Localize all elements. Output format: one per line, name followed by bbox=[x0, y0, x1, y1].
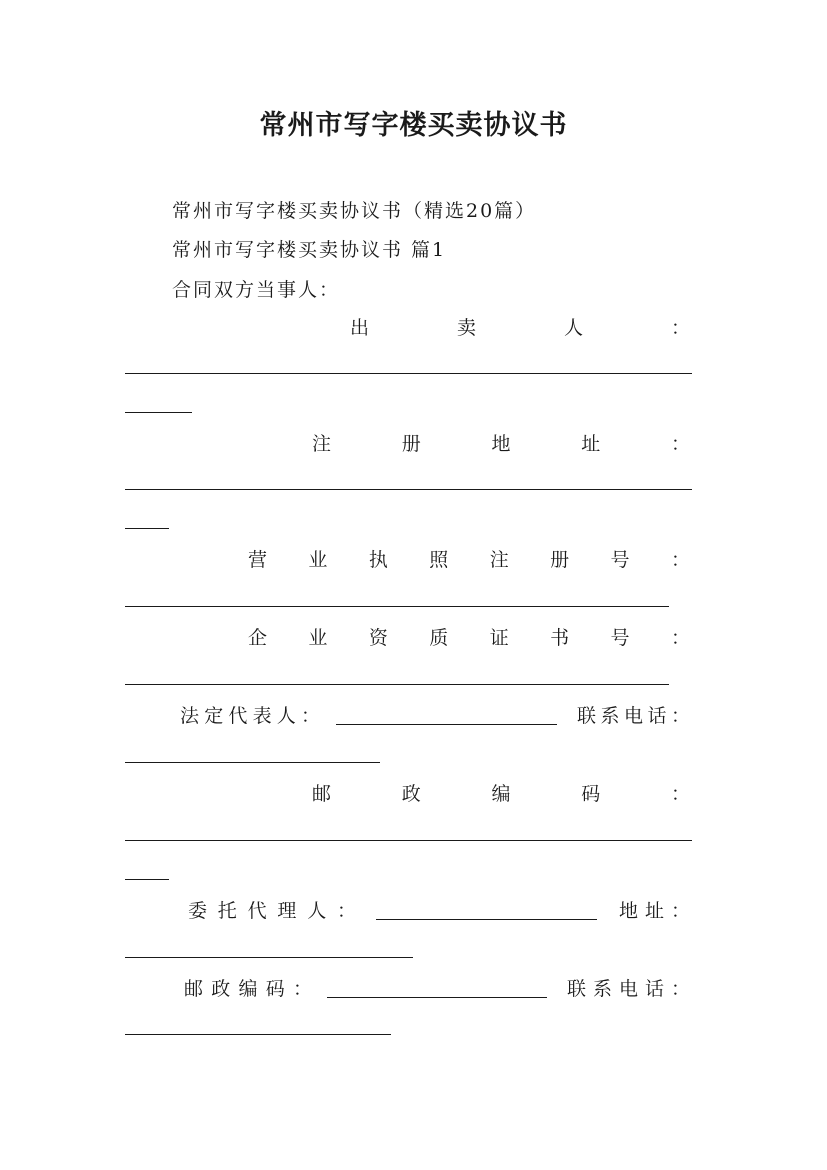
label-char: 政 bbox=[211, 978, 231, 1000]
contact-phone-2-blank-line[interactable] bbox=[125, 1034, 391, 1035]
contact-phone-label bbox=[577, 704, 690, 728]
label-char: 册 bbox=[401, 433, 421, 455]
qualification-cert-label bbox=[248, 626, 690, 650]
label-char: 联 bbox=[577, 705, 597, 727]
qualification-cert-blank-line[interactable] bbox=[125, 684, 669, 685]
intro-line: 常州市写字楼买卖协议书（精选20篇） bbox=[172, 200, 537, 222]
label-char: 邮 bbox=[184, 978, 204, 1000]
label-char: 册 bbox=[550, 549, 570, 571]
label-char: 委 bbox=[188, 900, 208, 922]
label-char: 号 bbox=[610, 549, 630, 571]
label-char: 资 bbox=[368, 627, 388, 649]
postal-code-blank-line[interactable] bbox=[125, 840, 692, 841]
label-char: 号 bbox=[610, 627, 630, 649]
parties-label: 合同双方当事人： bbox=[172, 279, 341, 301]
label-char: 话 bbox=[647, 705, 667, 727]
seller-blank-line[interactable] bbox=[125, 373, 692, 374]
agent-label bbox=[188, 899, 356, 923]
label-char: 法 bbox=[180, 705, 200, 727]
label-char: 执 bbox=[368, 549, 388, 571]
legal-rep-label bbox=[180, 704, 320, 728]
label-char: 联 bbox=[567, 978, 587, 1000]
label-char: 业 bbox=[308, 627, 328, 649]
label-char: 系 bbox=[592, 978, 612, 1000]
postal-code-label bbox=[312, 782, 690, 806]
label-char: 证 bbox=[489, 627, 509, 649]
business-license-label bbox=[248, 548, 690, 572]
label-char: 电 bbox=[623, 705, 643, 727]
label-char: 系 bbox=[600, 705, 620, 727]
label-colon: ： bbox=[670, 705, 690, 727]
label-char: 邮 bbox=[312, 783, 332, 805]
label-char: 码 bbox=[265, 978, 285, 1000]
label-char: 营 bbox=[248, 549, 268, 571]
address-label bbox=[619, 899, 690, 923]
label-colon: ： bbox=[292, 978, 312, 1000]
label-char: 业 bbox=[308, 549, 328, 571]
label-char: 理 bbox=[277, 900, 297, 922]
label-char: 照 bbox=[429, 549, 449, 571]
seller-label bbox=[350, 316, 690, 340]
postal-code-2-label bbox=[184, 977, 312, 1001]
postal-code-blank-line-cont[interactable] bbox=[125, 879, 169, 880]
registered-address-label bbox=[312, 432, 690, 456]
contact-phone-2-label bbox=[567, 977, 690, 1001]
label-char: 码 bbox=[581, 783, 601, 805]
seller-blank-line-cont[interactable] bbox=[125, 412, 192, 413]
label-char: 托 bbox=[217, 900, 237, 922]
label-char: 人 bbox=[276, 705, 296, 727]
label-char: 企 bbox=[248, 627, 268, 649]
document-title: 常州市写字楼买卖协议书 bbox=[259, 110, 568, 141]
label-char: 政 bbox=[401, 783, 421, 805]
label-colon: ： bbox=[670, 549, 690, 571]
label-char: 注 bbox=[489, 549, 509, 571]
label-colon: ： bbox=[670, 978, 690, 1000]
postal-code-2-blank-line[interactable] bbox=[327, 997, 547, 998]
seller-char: 卖 bbox=[456, 317, 476, 339]
label-char: 地 bbox=[619, 900, 639, 922]
label-char: 电 bbox=[618, 978, 638, 1000]
label-char: 人 bbox=[307, 900, 327, 922]
seller-char: 出 bbox=[350, 317, 370, 339]
label-colon: ： bbox=[670, 900, 690, 922]
label-char: 地 bbox=[491, 433, 511, 455]
label-char: 书 bbox=[550, 627, 570, 649]
label-char: 址 bbox=[581, 433, 601, 455]
label-colon: ： bbox=[670, 627, 690, 649]
label-char: 质 bbox=[429, 627, 449, 649]
seller-char: 人 bbox=[563, 317, 583, 339]
contact-phone-blank-line[interactable] bbox=[125, 762, 380, 763]
legal-rep-blank-line[interactable] bbox=[336, 724, 557, 725]
section-heading: 常州市写字楼买卖协议书 篇1 bbox=[172, 239, 447, 261]
label-char: 表 bbox=[252, 705, 272, 727]
label-char: 址 bbox=[644, 900, 664, 922]
label-char: 定 bbox=[204, 705, 224, 727]
label-colon: ： bbox=[670, 433, 690, 455]
label-char: 注 bbox=[312, 433, 332, 455]
label-char: 代 bbox=[228, 705, 248, 727]
label-char: 话 bbox=[644, 978, 664, 1000]
label-colon: ： bbox=[300, 705, 320, 727]
business-license-blank-line[interactable] bbox=[125, 606, 669, 607]
label-colon: ： bbox=[670, 783, 690, 805]
registered-address-blank-line[interactable] bbox=[125, 489, 692, 490]
registered-address-blank-line-cont[interactable] bbox=[125, 528, 169, 529]
label-char: 编 bbox=[238, 978, 258, 1000]
label-char: 编 bbox=[491, 783, 511, 805]
label-colon: ： bbox=[336, 900, 356, 922]
seller-colon: ： bbox=[670, 317, 690, 339]
agent-blank-line[interactable] bbox=[376, 919, 597, 920]
address-blank-line[interactable] bbox=[125, 957, 413, 958]
label-char: 代 bbox=[247, 900, 267, 922]
